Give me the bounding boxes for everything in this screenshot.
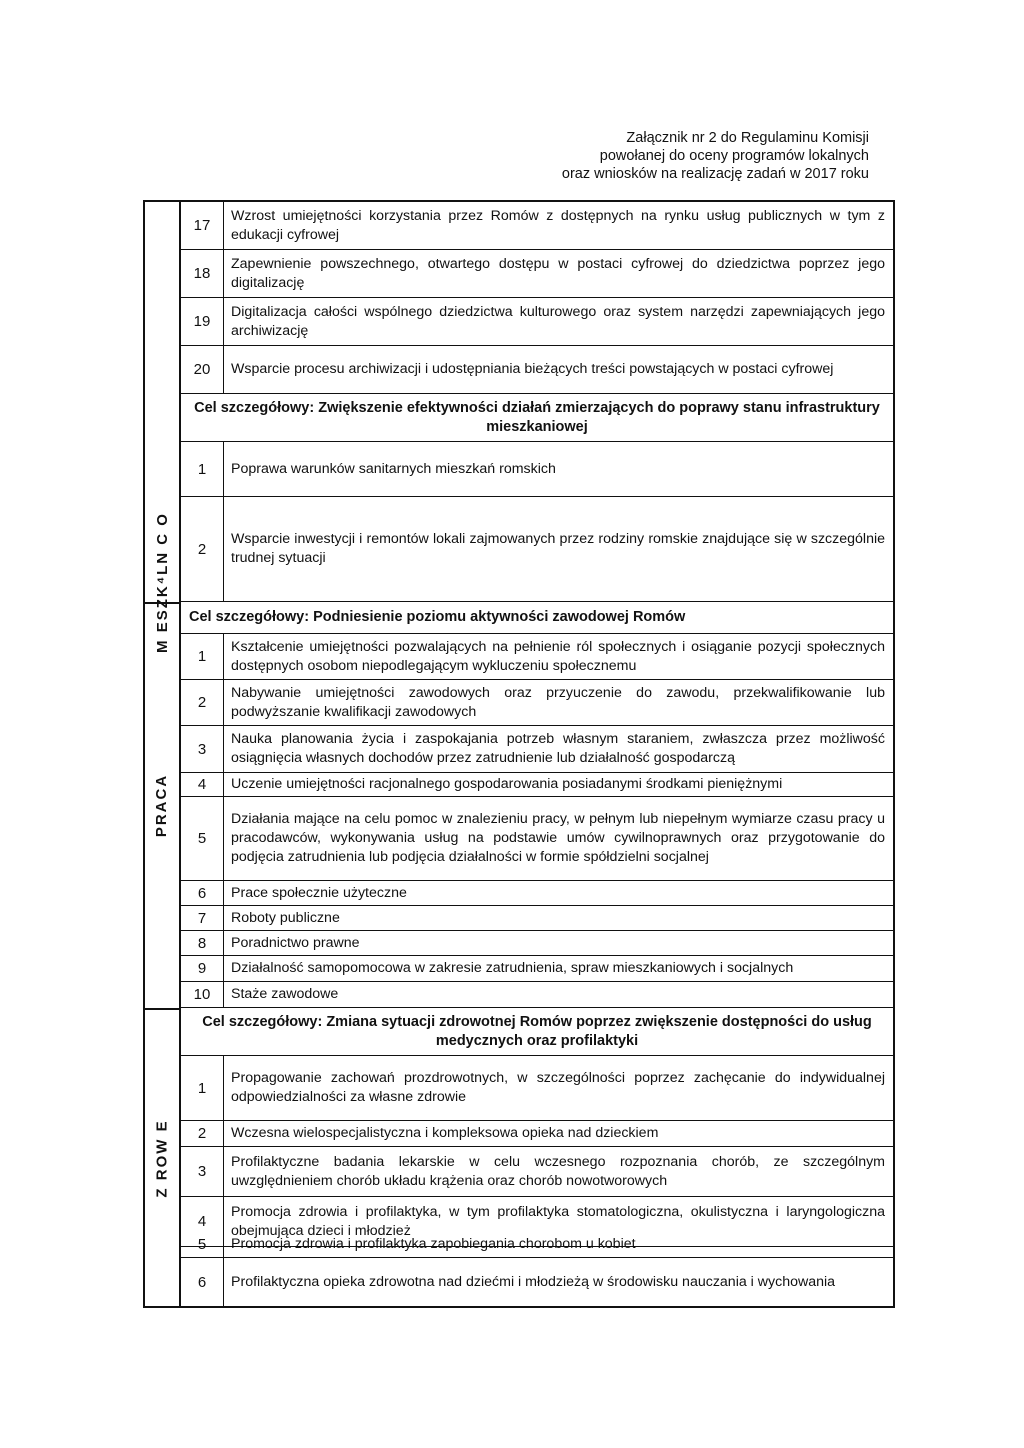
row-text: Digitalizacja całości wspólnego dziedzictwa kulturowego oraz system narzędzi zapewniających jego archiwizację [231,303,885,339]
table-row [181,881,893,906]
table-row [181,931,893,956]
row-text: Wczesna wielospecjalistyczna i kompleksowa opieka nad dzieckiem [231,1125,659,1141]
header-line-3: oraz wniosków na realizację zadań w 2017 roku [561,166,869,182]
row-text: Promocja zdrowia i profilaktyka zapobiegania chorobom u kobiet [231,1236,636,1252]
goal-heading-health: Cel szczegółowy: Zmiana sytuacji zdrowotnej Romów poprzez zwiększenie dostępności do usług medycznych oraz profilaktyki [181,1008,893,1056]
table-row [181,956,893,982]
row-number: 17 [181,202,224,249]
table-row [181,298,893,346]
row-text: Wsparcie procesu archiwizacji i udostępniania bieżących treści powstających w postaci cyfrowej [231,361,834,377]
table-row [181,797,893,881]
row-text: Poprawa warunków sanitarnych mieszkań romskich [231,460,556,477]
row-number: 18 [181,250,224,297]
table-row [181,726,893,773]
table-row [181,1056,893,1121]
section-label-work: PRACA [153,773,171,837]
table-row [181,1258,893,1306]
row-number: 8 [181,931,224,955]
row-text: Wsparcie inwestycji i remontów lokali zajmowanych przez rodziny romskie znajdujące się w szczególnie trudnej sytuacji [231,531,885,566]
row-text: Prace społecznie użyteczne [231,884,407,901]
table-row [181,906,893,931]
section-label-column [145,202,181,1306]
goals-table [143,200,895,1308]
goal-heading-work: Cel szczegółowy: Podniesienie poziomu aktywności zawodowej Romów [181,602,893,634]
section-label-housing: M ESZK⁴LN C O [153,511,171,653]
row-number: 4 [181,1197,224,1246]
row-text: Profilaktyczna opieka zdrowotna nad dziećmi i młodzieżą w środowisku nauczania i wychowania [231,1273,836,1290]
goal-heading-housing: Cel szczegółowy: Zwiększenie efektywności działań zmierzających do poprawy stanu infrastruktury mieszkaniowej [181,394,893,442]
row-text: Zapewnienie powszechnego, otwartego dostępu w postaci cyfrowej do dziedzictwa poprzez jego digitalizację [231,255,885,291]
row-text: Uczenie umiejętności racjonalnego gospodarowania posiadanymi środkami pieniężnymi [231,776,783,792]
row-number: 2 [181,1121,224,1146]
row-number: 19 [181,298,224,345]
row-text: Profilaktyczne badania lekarskie w celu wczesnego rozpoznania chorób, ze szczególnym uwzględnieniem chorób układu krążenia oraz chorób nowotworowych [231,1153,885,1189]
table-row [181,1147,893,1197]
row-number: 4 [181,773,224,796]
row-text: Promocja zdrowia i profilaktyka, w tym profilaktyka stomatologiczna, okulistyczna i laryngologiczna obejmująca dzieci i młodzież [231,1203,885,1239]
row-number: 20 [181,346,224,393]
row-number: 5 [181,1232,224,1257]
table-row [181,982,893,1008]
attachment-header [449,129,869,183]
table-row [181,497,893,602]
header-line-1: Załącznik nr 2 do Regulaminu Komisji [626,130,869,146]
row-text: Staże zawodowe [231,986,339,1002]
table-row [181,202,893,250]
row-text: Działalność samopomocowa w zakresie zatrudnienia, spraw mieszkaniowych i socjalnych [231,960,794,976]
row-number: 2 [181,497,224,601]
row-text: Propagowanie zachowań prozdrowotnych, w szczególności poprzez zachęcanie do indywidualnej odpowiedzialności za własne zdrowie [231,1070,885,1105]
row-number: 7 [181,906,224,930]
table-content [181,202,893,1306]
header-line-2: powołanej do oceny programów lokalnych [599,148,869,164]
row-text: Wzrost umiejętności korzystania przez Romów z dostępnych na rynku usług publicznych w tym z edukacji cyfrowej [231,207,885,243]
table-row [181,634,893,680]
section-label-health: Z ROW E [153,1118,171,1198]
row-number: 6 [181,1258,224,1306]
row-number: 10 [181,982,224,1007]
row-number: 3 [181,726,224,772]
row-number: 3 [181,1147,224,1196]
table-row [181,1232,893,1258]
table-row [181,680,893,726]
table-row [181,250,893,298]
row-number: 1 [181,442,224,496]
row-text: Kształcenie umiejętności pozwalających na pełnienie ról społecznych i osiąganie pozycji społecznych dostępnych osobom niepodlegającym wykluczeniu społecznemu [231,638,885,674]
row-number: 1 [181,1056,224,1120]
row-text: Nauka planowania życia i zaspokajania potrzeb własnym staraniem, zwłaszcza przez możliwość osiągnięcia własnych dochodów przez zatrudnienie lub działalność gospodarczą [231,731,885,766]
row-text: Nabywanie umiejętności zawodowych oraz przyuczenie do zawodu, przekwalifikowanie lub podwyższanie kwalifikacji zawodowych [231,684,885,720]
row-number: 1 [181,634,224,679]
row-text: Działania mające na celu pomoc w znalezieniu pracy, w pełnym lub niepełnym wymiarze czasu pracy u pracodawców, wykonywania usług na podstawie umów cywilnoprawnych oraz przygotowanie do podjęcia zatrudnienia lub podjęcia działalności w formie spółdzielni socjalnej [231,811,885,865]
row-text: Roboty publiczne [231,909,340,926]
row-text: Poradnictwo prawne [231,934,360,951]
row-number: 2 [181,680,224,725]
table-row [181,442,893,497]
table-row [181,346,893,394]
table-row [181,1121,893,1147]
table-row [181,773,893,797]
row-number: 6 [181,881,224,905]
row-number: 9 [181,956,224,981]
row-number: 5 [181,797,224,880]
